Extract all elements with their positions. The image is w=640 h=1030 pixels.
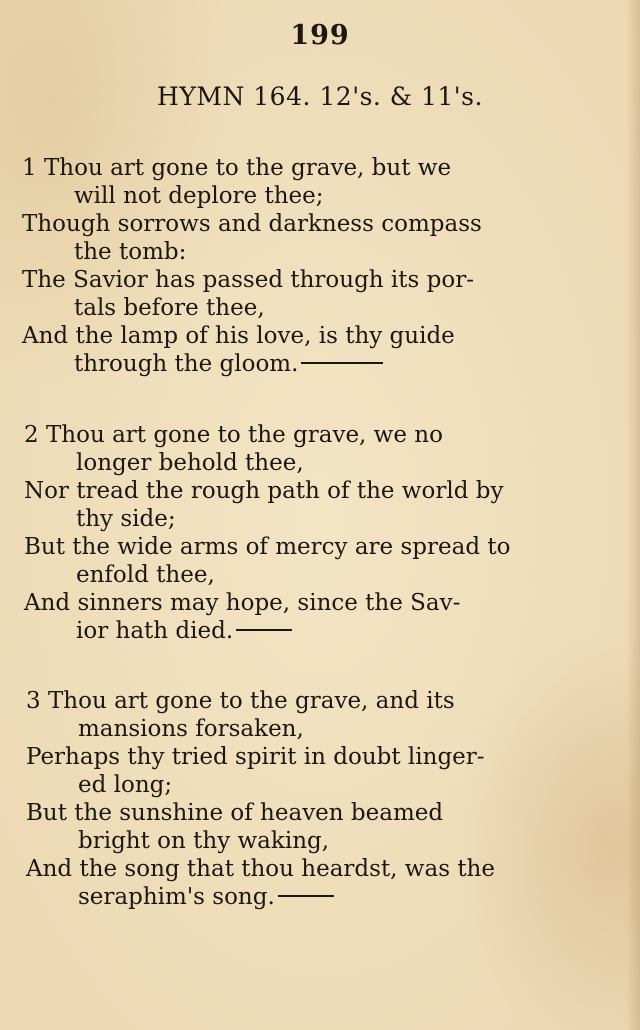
verse-line: bright on thy waking, (78, 828, 330, 854)
page-edge-shading (626, 0, 640, 1030)
verse-line-text: through the gloom. (74, 351, 299, 377)
verse-line: mansions forsaken, (78, 716, 304, 742)
verse-line: thy side; (76, 506, 176, 532)
verse-last-line (76, 617, 292, 645)
verse-line: Nor tread the rough path of the world by (24, 478, 504, 504)
verse-line: the tomb: (74, 239, 187, 265)
verse-line: And sinners may hope, since the Sav- (24, 590, 461, 616)
verse-line: 1 Thou art gone to the grave, but we (22, 155, 452, 181)
verse-end-rule (301, 362, 383, 364)
verse-line: The Savior has passed through its por- (22, 267, 474, 293)
verse-line: tals before thee, (74, 295, 265, 321)
verse-line: Perhaps thy tried spirit in doubt linger- (26, 744, 485, 770)
verse-line-text: ior hath died. (76, 618, 234, 644)
verse-line: And the lamp of his love, is thy guide (22, 323, 455, 349)
verse-line: ed long; (78, 772, 173, 798)
page-number: 199 (290, 20, 350, 51)
verse-line: But the wide arms of mercy are spread to (24, 534, 511, 560)
verse-line: 2 Thou art gone to the grave, we no (24, 422, 443, 448)
verse-line: But the sunshine of heaven beamed (26, 800, 444, 826)
verse-line: enfold thee, (76, 562, 215, 588)
verse-end-rule (278, 895, 334, 897)
verse-last-line (78, 883, 334, 911)
hymn-title: HYMN 164. 12's. & 11's. (157, 82, 483, 111)
verse-line: will not deplore thee; (74, 183, 324, 209)
verse-last-line (74, 350, 383, 378)
verse-line: longer behold thee, (76, 450, 304, 476)
verse-line-text: seraphim's song. (78, 884, 275, 910)
verse-line: Though sorrows and darkness compass (22, 211, 482, 237)
verse-line: 3 Thou art gone to the grave, and its (26, 688, 455, 714)
verse-end-rule (236, 629, 292, 631)
verse-line: And the song that thou heardst, was the (26, 856, 495, 882)
